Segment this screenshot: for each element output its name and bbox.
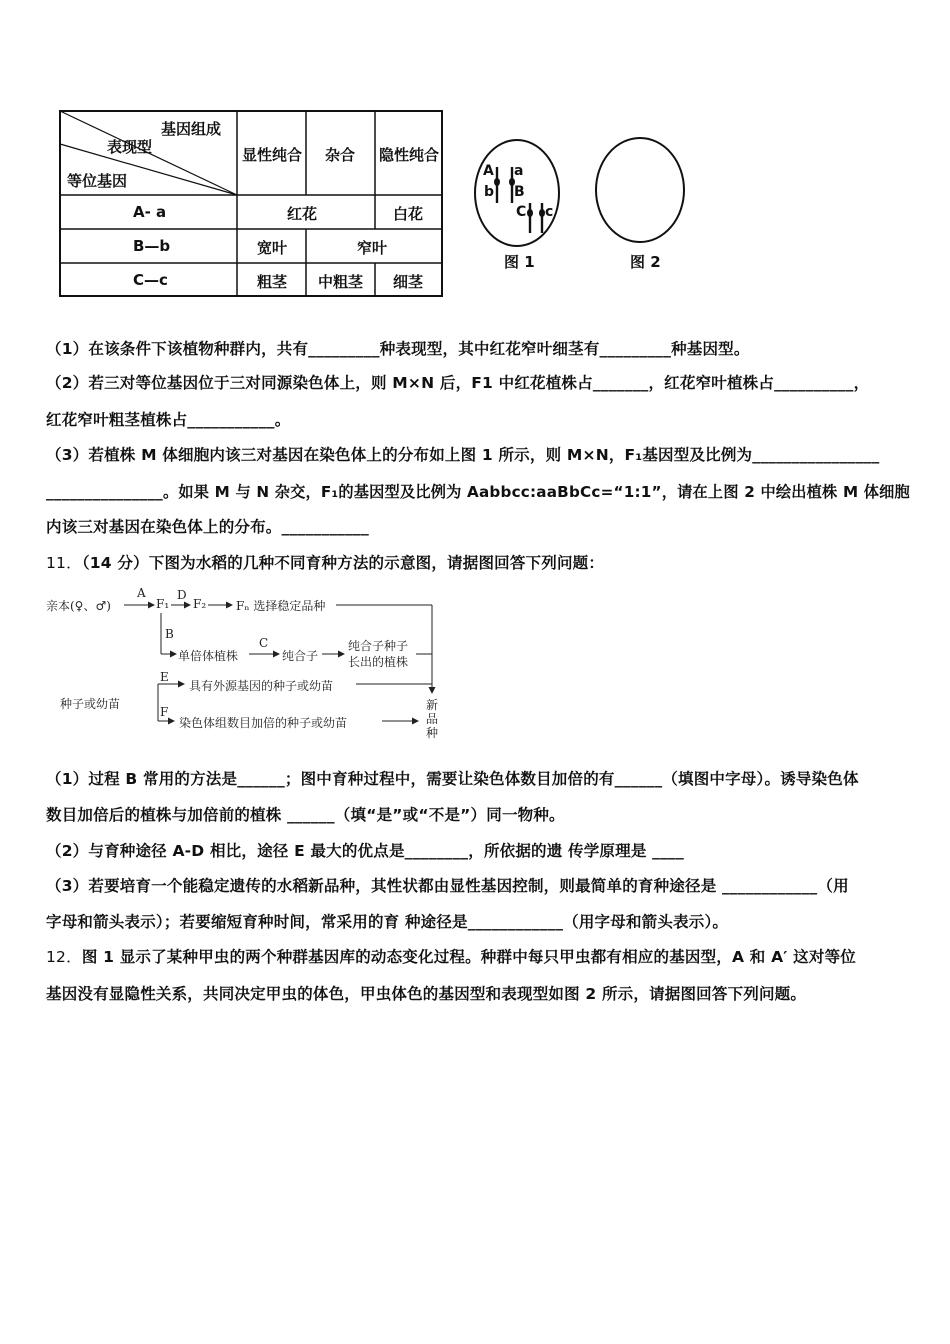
allele-C-label: C <box>516 204 527 220</box>
figure-1-label: 图 1 <box>504 253 535 271</box>
diagram-step-e: E <box>160 670 169 684</box>
q11-part1-line1: （1）过程 B 常用的方法是______；图中育种过程中，需要让染色体数目加倍的有______（填图中字母）。诱导染色体 <box>46 770 859 788</box>
cell-medium-stem: 中粗茎 <box>318 273 364 291</box>
cell-thick-stem: 粗茎 <box>257 273 288 291</box>
q11-part2: （2）与育种途径 A-D 相比，途径 E 最大的优点是________，所依据的遗 传学原理是 ____ <box>46 842 684 860</box>
figure-2-label: 图 2 <box>630 253 661 271</box>
col-hetero: 杂合 <box>325 146 356 164</box>
allele-b-label: b <box>484 184 495 200</box>
q10-part2-line1: （2）若三对等位基因位于三对同源染色体上，则 M×N 后，F1 中红花植株占_______，红花窄叶植株占__________， <box>46 374 870 392</box>
cell-2-drawing <box>594 137 689 249</box>
diagram-new-2: 品 <box>426 712 439 726</box>
q12-line1 <box>46 945 856 967</box>
allele-a-label: a <box>514 163 524 179</box>
q12-text-1: 图 1 显示了某种甲虫的两个种群基因库的动态变化过程。种群中每只甲虫都有相应的基因型，A 和 A′ 这对等位 <box>81 948 856 966</box>
q12-number: 12． <box>46 948 82 966</box>
q10-part3-line1: （3）若植株 M 体细胞内该三对基因在染色体上的分布如上图 1 所示，则 M×N，F₁基因型及比例为________________ <box>46 446 880 464</box>
diagram-pure: 纯合子 <box>282 649 319 663</box>
cell-narrow-leaf: 窄叶 <box>357 239 388 257</box>
header-allele: 等位基因 <box>67 172 128 190</box>
gene-table <box>59 110 443 297</box>
q11-part1-line2: 数目加倍后的植株与加倍前的植株 ______（填“是”或“不是”）同一物种。 <box>46 806 565 824</box>
q11-part3-line1: （3）若要培育一个能稳定遗传的水稻新品种，其性状都由显性基因控制，则最简单的育种途径是 ____________（用 <box>46 877 849 895</box>
q10-part3-line2: _______________。如果 M 与 N 杂交，F₁的基因型及比例为 Aabbcc:aaBbCc=“1:1”，请在上图 2 中绘出植株 M 体细胞 <box>46 483 910 501</box>
header-gene: 基因组成 <box>161 120 222 138</box>
diagram-pure-seed-1: 纯合子种子 <box>348 639 409 653</box>
diagram-parent: 亲本(♀、♂) <box>46 599 111 613</box>
header-phenotype: 表现型 <box>107 138 153 156</box>
diagram-new-1: 新 <box>426 698 439 712</box>
diagram-step-f: F <box>160 705 169 719</box>
row-allele-c: C—c <box>133 271 168 289</box>
figure-2 <box>594 137 689 272</box>
diagram-foreign: 具有外源基因的种子或幼苗 <box>189 679 334 693</box>
diagram-step-a: A <box>137 586 146 600</box>
q10-part1: （1）在该条件下该植物种群内，共有_________种表现型，其中红花窄叶细茎有_________种基因型。 <box>46 340 750 358</box>
q12-line2: 基因没有显隐性关系，共同决定甲虫的体色，甲虫体色的基因型和表现型如图 2 所示，请据图回答下列问题。 <box>46 985 807 1003</box>
cell-red-flower: 红花 <box>287 205 318 223</box>
diagram-f1: F₁ <box>156 597 170 611</box>
q10-part2-line2: 红花窄叶粗茎植株占___________。 <box>46 411 291 429</box>
cell-thin-stem: 细茎 <box>393 273 424 291</box>
diagram-seed: 种子或幼苗 <box>60 697 121 711</box>
diagram-fn: Fₙ 选择稳定品种 <box>236 599 326 613</box>
col-dominant: 显性纯合 <box>242 146 303 164</box>
figure-1 <box>472 137 562 272</box>
diagram-haploid: 单倍体植株 <box>178 649 239 663</box>
diagram-pure-seed-2: 长出的植株 <box>348 655 409 669</box>
q10-part3-line3: 内该三对基因在染色体上的分布。___________ <box>46 518 369 536</box>
diagram-step-b: B <box>165 627 174 641</box>
breeding-diagram <box>46 585 446 740</box>
q11-number: 11． <box>46 554 82 572</box>
q11-intro: （14 分）下图为水稻的几种不同育种方法的示意图，请据图回答下列问题： <box>81 554 605 572</box>
diagram-new-3: 种 <box>426 726 439 740</box>
diagram-step-d: D <box>177 588 187 602</box>
col-recessive: 隐性纯合 <box>379 146 440 164</box>
diagram-step-c: C <box>259 636 269 650</box>
cell-broad-leaf: 宽叶 <box>257 239 288 257</box>
allele-B-label: B <box>514 184 525 200</box>
diagram-doubled: 染色体组数目加倍的种子或幼苗 <box>179 716 348 730</box>
q11-part3-line2: 字母和箭头表示）；若要缩短育种时间，常采用的育 种途径是____________（用字母和箭头表示）。 <box>46 913 729 931</box>
row-allele-a: A- a <box>133 203 167 221</box>
allele-c-label: c <box>545 204 554 220</box>
row-allele-b: B—b <box>133 237 171 255</box>
allele-A-label: A <box>483 163 494 179</box>
diagram-f2: F₂ <box>193 597 207 611</box>
cell-white-flower: 白花 <box>393 205 424 223</box>
q11-intro-line <box>46 551 604 573</box>
